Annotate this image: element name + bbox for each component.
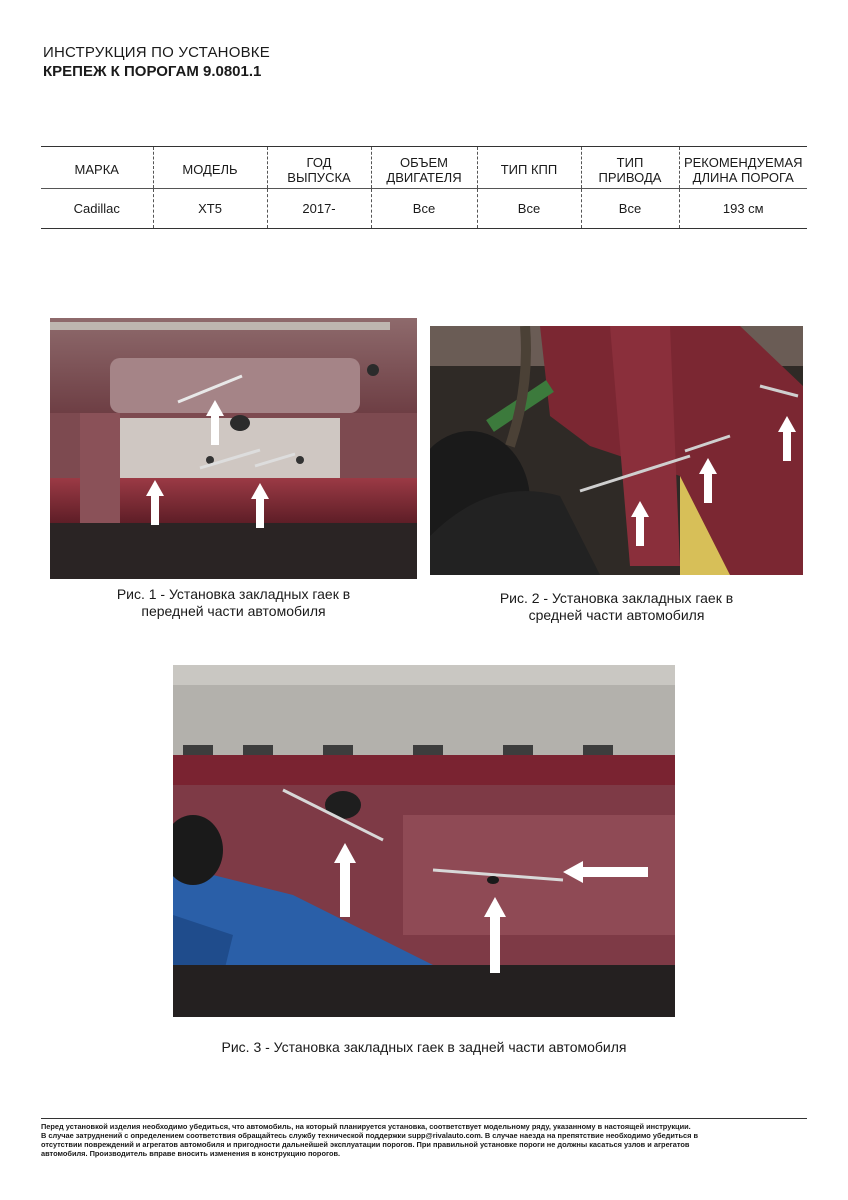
disclaimer-line: отсутствии повреждений и агрегатов автомобиля и пригодности дальнейшей эксплуатации порогов. При правильной установке пороги не должны касаться узлов и агрегатов	[41, 1140, 690, 1149]
cell-engine: Все	[371, 189, 477, 229]
disclaimer-footer	[41, 1118, 807, 1158]
figure-3-caption: Рис. 3 - Установка закладных гаек в задней части автомобиля	[221, 1039, 627, 1055]
cell-make: Cadillac	[73, 201, 120, 216]
photo-rear-section	[173, 665, 675, 1017]
col-header-engine: ОБЪЕМ ДВИГАТЕЛЯ	[371, 147, 477, 189]
document-type: ИНСТРУКЦИЯ ПО УСТАНОВКЕ	[43, 44, 270, 61]
figure-1-caption: Рис. 1 - Установка закладных гаек в передней части автомобиля	[116, 586, 351, 619]
disclaimer-line: автомобиля. Производитель вправе вносить изменения в конструкцию порогов.	[41, 1149, 341, 1158]
product-title: КРЕПЕЖ К ПОРОГАМ 9.0801.1	[43, 63, 262, 80]
cell-model: XT5	[153, 189, 267, 229]
figure-2-caption: Рис. 2 - Установка закладных гаек в средней части автомобиля	[499, 590, 734, 623]
vehicle-spec-table	[41, 146, 807, 229]
spec-table-header	[41, 147, 807, 189]
cell-length: 193 см	[679, 189, 807, 229]
col-header-length: РЕКОМЕНДУЕМАЯ ДЛИНА ПОРОГА	[679, 147, 807, 189]
document-header	[43, 44, 270, 80]
cell-year: 2017-	[267, 189, 371, 229]
cell-drive: Все	[581, 189, 679, 229]
col-header-model: МОДЕЛЬ	[153, 147, 267, 189]
col-header-drive: ТИП ПРИВОДА	[581, 147, 679, 189]
photo-middle-section	[430, 326, 803, 575]
photo-front-section	[50, 318, 417, 579]
col-header-make: МАРКА	[74, 162, 119, 177]
col-header-year: ГОД ВЫПУСКА	[267, 147, 371, 189]
col-header-gearbox: ТИП КПП	[477, 147, 581, 189]
disclaimer-line: В случае затруднений с определением соответствия обращайтесь службу технической поддержки supp@rivalauto.com. В случае наезда на препятствие необходимо убедиться в	[41, 1131, 699, 1140]
spec-table-row	[41, 189, 807, 229]
disclaimer-line: Перед установкой изделия необходимо убедиться, что автомобиль, на который планируется установка, соответствует модельному ряду, указанному в настоящей инструкции.	[41, 1122, 691, 1131]
cell-gearbox: Все	[477, 189, 581, 229]
